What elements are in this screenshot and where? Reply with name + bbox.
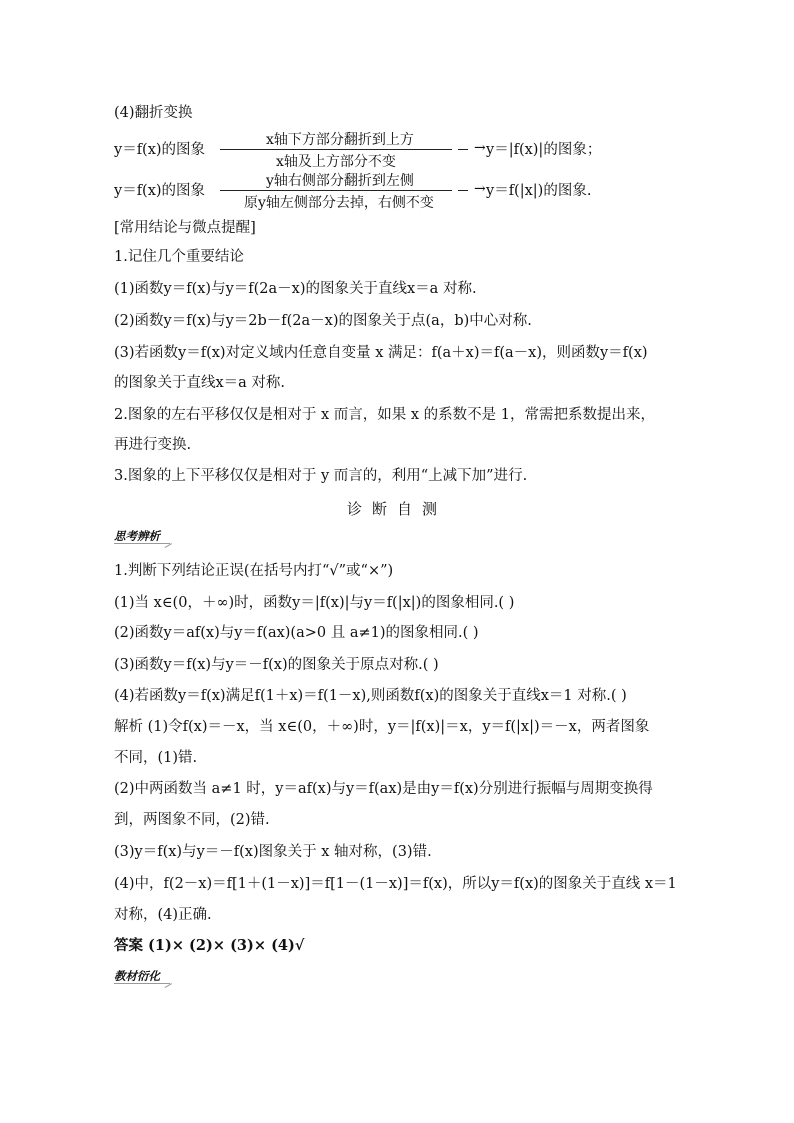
quiz-item-3: (3)函数y＝f(x)与y＝－f(x)的图象关于原点对称.( ) — [114, 657, 439, 673]
tips-line-1: 1.记住几个重要结论 — [114, 249, 244, 265]
analysis-line-2: 不同，(1)错. — [114, 750, 198, 766]
tips-line-8: 3.图象的上下平移仅仅是相对于 y 而言的，利用“上减下加”进行. — [114, 468, 528, 484]
flip-heading: (4)翻折变换 — [114, 105, 193, 121]
quiz-item-1: (1)当 x∈(0，＋∞)时，函数y＝|f(x)|与y＝f(|x|)的图象相同.( ) — [114, 595, 515, 611]
tips-line-3: (2)函数y＝f(x)与y＝2b－f(2a－x)的图象关于点(a，b)中心对称. — [114, 313, 532, 329]
flip-row1-arrow-bottom: x轴及上方部分不变 — [276, 154, 396, 170]
flip-row1-result: y＝|f(x)|的图象； — [486, 142, 602, 158]
tag-textbook: 教材衍化 — [114, 969, 170, 984]
answer-line: 答案 (1)× (2)× (3)× (4)√ — [114, 937, 305, 954]
quiz-intro: 1.判断下列结论正误(在括号内打“√”或“×”) — [114, 563, 394, 579]
analysis-line-7: 对称，(4)正确. — [114, 907, 212, 923]
flip-row2-result: y＝f(|x|)的图象. — [486, 183, 592, 199]
arrow-right-icon: → — [474, 181, 486, 197]
arrow-dash — [458, 149, 468, 150]
quiz-item-2: (2)函数y＝af(x)与y＝f(ax)(a>0 且 a≠1)的图象相同.( ) — [114, 625, 479, 641]
tips-line-6: 2.图象的左右平移仅仅是相对于 x 而言，如果 x 的系数不是 1，常需把系数提出来， — [114, 407, 655, 423]
tips-line-7: 再进行变换. — [114, 437, 192, 453]
arrow-dash — [458, 190, 468, 191]
flip-row1-lead: y＝f(x)的图象 — [114, 142, 206, 158]
section-title: 诊断自测 — [346, 500, 447, 518]
analysis-line-5: (3)y＝f(x)与y＝－f(x)图象关于 x 轴对称，(3)错. — [114, 844, 432, 860]
tips-line-2: (1)函数y＝f(x)与y＝f(2a－x)的图象关于直线x＝a 对称. — [114, 281, 477, 297]
flip-row2-lead: y＝f(x)的图象 — [114, 183, 206, 199]
flip-row1-arrow-top: x轴下方部分翻折到上方 — [266, 132, 414, 148]
analysis-line-4: 到，两图象不同，(2)错. — [114, 812, 270, 828]
flip-row2-arrow-bottom: 原y轴左侧部分去掉，右侧不变 — [244, 195, 434, 211]
tips-heading: [常用结论与微点提醒] — [114, 220, 256, 236]
tips-line-4: (3)若函数y＝f(x)对定义域内任意自变量 x 满足：f(a＋x)＝f(a－x)，则函数y＝f(x) — [114, 345, 648, 361]
analysis-line-3: (2)中两函数当 a≠1 时，y＝af(x)与y＝f(ax)是由y＝f(x)分别进行振幅与周期变换得 — [114, 781, 653, 797]
tips-line-5: 的图象关于直线x＝a 对称. — [114, 375, 286, 391]
flip-row2-arrow-top: y轴右侧部分翻折到左侧 — [266, 173, 414, 189]
quiz-item-4: (4)若函数y＝f(x)满足f(1＋x)＝f(1－x),则函数f(x)的图象关于直线x＝1 对称.( ) — [114, 688, 627, 704]
analysis-line-6: (4)中，f(2－x)＝f[1＋(1－x)]＝f[1－(1－x)]＝f(x)，所以y＝f(x)的图象关于直线 x＝1 — [114, 876, 677, 892]
analysis-line-1: 解析 (1)令f(x)＝－x，当 x∈(0，＋∞)时，y＝|f(x)|＝x，y＝f(|x|)＝－x，两者图象 — [114, 719, 650, 735]
arrow-line — [220, 149, 452, 150]
arrow-right-icon: → — [474, 140, 486, 156]
tag-thinking: 思考辨析 — [114, 529, 170, 544]
arrow-line — [220, 190, 452, 191]
